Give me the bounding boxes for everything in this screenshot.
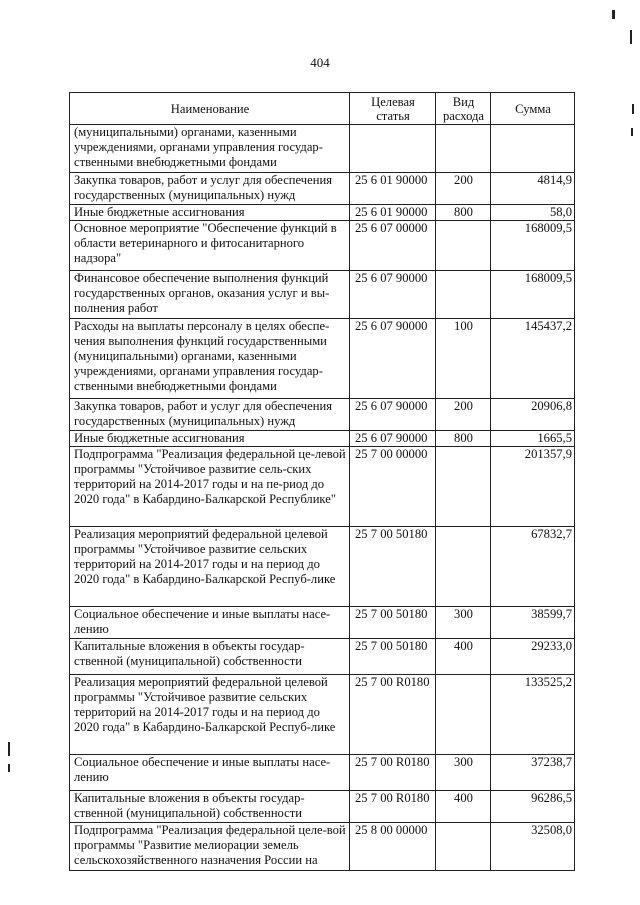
table-row <box>70 607 575 639</box>
table-row <box>70 125 575 173</box>
row-name: (муниципальными) органами, казенными учреждениями, органами управления государ-ственными внебюджетными фондами <box>70 125 350 173</box>
table-row <box>70 399 575 431</box>
row-type <box>436 221 491 271</box>
row-sum: 4814,9 <box>491 173 575 205</box>
row-name: Закупка товаров, работ и услуг для обеспечения государственных (муниципальных) нужд <box>70 173 350 205</box>
row-type: 800 <box>436 205 491 221</box>
table-row <box>70 639 575 675</box>
row-sum <box>491 125 575 173</box>
row-type <box>436 527 491 607</box>
row-sum: 168009,5 <box>491 271 575 319</box>
table-row <box>70 447 575 527</box>
row-code: 25 7 00 00000 <box>350 447 436 527</box>
row-name: Расходы на выплаты персоналу в целях обеспе-чения выполнения функций государственными (муниципальными) органами, казенными учреждениями, органами управления государ-ственными внебюджетными фондами <box>70 319 350 399</box>
scan-mark <box>8 742 10 756</box>
row-sum: 32508,0 <box>491 823 575 871</box>
row-type: 400 <box>436 791 491 823</box>
row-type: 800 <box>436 431 491 447</box>
table-row <box>70 173 575 205</box>
table-row <box>70 755 575 791</box>
row-name: Иные бюджетные ассигнования <box>70 431 350 447</box>
header-code: Целевая статья <box>350 93 436 125</box>
row-sum: 38599,7 <box>491 607 575 639</box>
table-row <box>70 221 575 271</box>
row-name: Подпрограмма "Реализация федеральной це-левой программы "Устойчивое развитие сель-ских территорий на 2014-2017 годы и на пе-риод до 2020 года" в Кабардино-Балкарской Республике" <box>70 447 350 527</box>
table-row <box>70 527 575 607</box>
scan-mark <box>612 10 615 19</box>
row-type <box>436 823 491 871</box>
table-row <box>70 675 575 755</box>
row-sum: 96286,5 <box>491 791 575 823</box>
row-code: 25 6 07 90000 <box>350 271 436 319</box>
row-code: 25 6 07 00000 <box>350 221 436 271</box>
scan-mark <box>631 128 633 136</box>
row-code: 25 6 01 90000 <box>350 173 436 205</box>
table-row <box>70 791 575 823</box>
row-name: Закупка товаров, работ и услуг для обеспечения государственных (муниципальных) нужд <box>70 399 350 431</box>
row-code: 25 7 00 50180 <box>350 527 436 607</box>
budget-table <box>69 92 575 871</box>
table-row <box>70 271 575 319</box>
row-code: 25 6 07 90000 <box>350 431 436 447</box>
header-type: Вид расхода <box>436 93 491 125</box>
row-name: Иные бюджетные ассигнования <box>70 205 350 221</box>
row-type: 300 <box>436 607 491 639</box>
row-sum: 58,0 <box>491 205 575 221</box>
scan-mark <box>630 30 632 44</box>
row-name: Капитальные вложения в объекты государ-ственной (муниципальной) собственности <box>70 639 350 675</box>
row-type: 100 <box>436 319 491 399</box>
row-name: Основное мероприятие "Обеспечение функций в области ветеринарного и фитосанитарного надзора" <box>70 221 350 271</box>
row-type <box>436 271 491 319</box>
row-name: Реализация мероприятий федеральной целевой программы "Устойчивое развитие сельских территорий на 2014-2017 годы и на период до 2020 года" в Кабардино-Балкарской Респуб-лике <box>70 675 350 755</box>
row-sum: 37238,7 <box>491 755 575 791</box>
row-sum: 168009,5 <box>491 221 575 271</box>
row-name: Социальное обеспечение и иные выплаты насе-лению <box>70 755 350 791</box>
scan-mark <box>8 764 10 772</box>
table-header-row <box>70 93 575 125</box>
row-sum: 133525,2 <box>491 675 575 755</box>
row-code: 25 7 00 R0180 <box>350 755 436 791</box>
row-code: 25 6 07 90000 <box>350 399 436 431</box>
page-number: 404 <box>310 55 330 70</box>
row-type <box>436 675 491 755</box>
header-name: Наименование <box>70 93 350 125</box>
scan-mark <box>632 104 634 114</box>
table-row <box>70 205 575 221</box>
row-name: Реализация мероприятий федеральной целевой программы "Устойчивое развитие сельских территорий на 2014-2017 годы и на период до 2020 года" в Кабардино-Балкарской Респуб-лике <box>70 527 350 607</box>
row-code: 25 6 01 90000 <box>350 205 436 221</box>
row-code: 25 8 00 00000 <box>350 823 436 871</box>
row-name: Финансовое обеспечение выполнения функций государственных органов, оказания услуг и вы-полнения работ <box>70 271 350 319</box>
row-sum: 20906,8 <box>491 399 575 431</box>
row-type <box>436 125 491 173</box>
row-type: 200 <box>436 399 491 431</box>
row-code: 25 7 00 50180 <box>350 607 436 639</box>
row-name: Капитальные вложения в объекты государ-ственной (муниципальной) собственности <box>70 791 350 823</box>
header-sum: Сумма <box>491 93 575 125</box>
row-name: Подпрограмма "Реализация федеральной целе-вой программы "Развитие мелиорации земель сельскохозяйственного назначения России на <box>70 823 350 871</box>
row-sum: 29233,0 <box>491 639 575 675</box>
row-code: 25 6 07 90000 <box>350 319 436 399</box>
row-sum: 67832,7 <box>491 527 575 607</box>
row-sum: 201357,9 <box>491 447 575 527</box>
table-row <box>70 431 575 447</box>
table-row <box>70 319 575 399</box>
row-code: 25 7 00 R0180 <box>350 791 436 823</box>
row-code: 25 7 00 50180 <box>350 639 436 675</box>
row-type: 300 <box>436 755 491 791</box>
row-sum: 1665,5 <box>491 431 575 447</box>
table-row <box>70 823 575 871</box>
row-type: 200 <box>436 173 491 205</box>
row-sum: 145437,2 <box>491 319 575 399</box>
row-type <box>436 447 491 527</box>
row-type: 400 <box>436 639 491 675</box>
row-code <box>350 125 436 173</box>
row-code: 25 7 00 R0180 <box>350 675 436 755</box>
row-name: Социальное обеспечение и иные выплаты насе-лению <box>70 607 350 639</box>
